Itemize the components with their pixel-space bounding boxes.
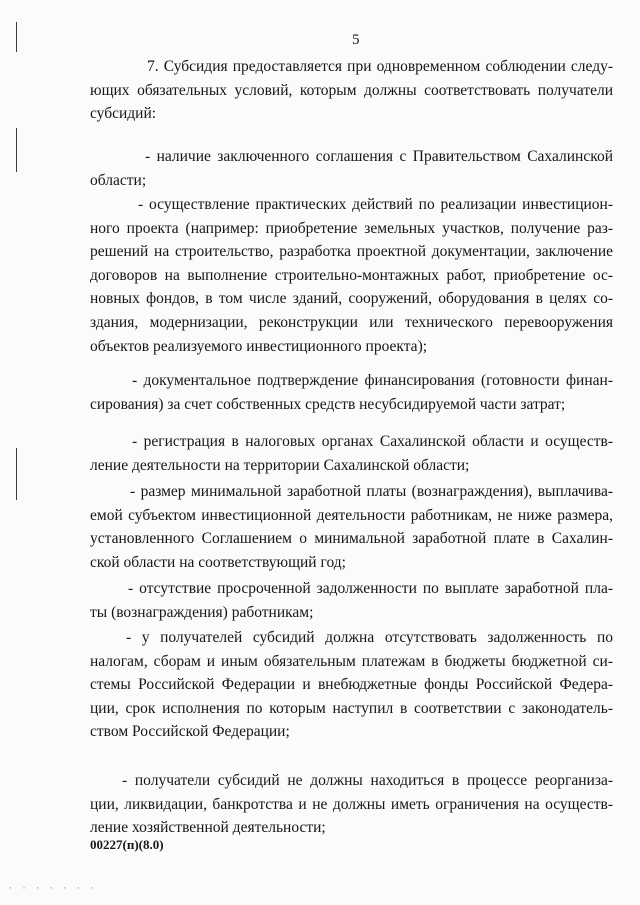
text-line: здания, модернизации, реконструкции или технического перевооружения: [90, 313, 613, 331]
text-line: - у получателей субсидий должна отсутствовать задолженность по: [126, 629, 613, 646]
paragraph-no-wage-arrears: [90, 577, 613, 624]
text-line: налогам, сборам и иным обязательным платежам в бюджеты бюджетной си-: [90, 652, 613, 670]
text-line: ции, ликвидации, банкротства и не должны иметь ограничения на осуществ-: [90, 795, 613, 813]
paragraph-practical-actions: [90, 193, 613, 358]
paragraph-agreement: [90, 145, 613, 192]
text-line: - осуществление практических действий по реализации инвестицион-: [138, 196, 613, 213]
document-code: 00227(п)(8.0): [90, 837, 164, 852]
scan-edge-mark: [16, 128, 17, 172]
paragraph-no-tax-debt: [90, 626, 613, 744]
paragraph-financing-confirmation: [90, 369, 613, 416]
text-line: ством Российской Федерации;: [90, 723, 290, 741]
text-line: ской области на соответствующий год;: [90, 553, 346, 571]
text-line: - отсутствие просроченной задолженности по выплате заработной пла-: [128, 580, 613, 597]
text-line: решений на строительство, разработка проектной документации, заключение: [90, 243, 613, 261]
text-line: установленного Соглашением о минимальной заработной плате в Сахалин-: [90, 530, 613, 548]
text-line: - регистрация в налоговых органах Сахалинской области и осуществ-: [132, 433, 613, 450]
text-line: ление деятельности на территории Сахалинской области;: [90, 456, 470, 474]
paragraph-no-reorganization: [90, 769, 613, 840]
text-line: стемы Российской Федерации и внебюджетные фонды Российской Федера-: [90, 676, 613, 694]
page-number: 5: [352, 32, 360, 48]
text-line: ного проекта (например: приобретение земельных участков, получение раз-: [90, 219, 613, 237]
text-line: - размер минимальной заработной платы (вознаграждения), выплачива-: [130, 483, 613, 500]
text-line: договоров на выполнение строительно-монтажных работ, приобретение ос-: [90, 266, 613, 284]
text-line: ты (вознаграждения) работникам;: [90, 603, 314, 621]
text-line: ющих обязательных условий, которым должны соответствовать получатели: [90, 81, 613, 99]
text-line: области;: [90, 171, 147, 189]
text-line: - наличие заключенного соглашения с Правительством Сахалинской: [145, 148, 613, 165]
text-line: субсидий:: [90, 105, 157, 123]
text-line: ление хозяйственной деятельности;: [90, 819, 326, 837]
text-line: ции, срок исполнения по которым наступил в соответствии с законодатель-: [90, 699, 613, 717]
paragraph-condition-intro: [90, 55, 613, 126]
text-line: емой субъектом инвестиционной деятельности работникам, не ниже размера,: [90, 506, 613, 524]
text-line: новных фондов, в том числе зданий, сооружений, оборудования в целях со-: [90, 290, 613, 308]
text-line: - документальное подтверждение финансирования (готовности финан-: [132, 372, 613, 389]
paragraph-tax-registration: [90, 430, 613, 477]
text-line: 7. Субсидия предоставляется при одновременном соблюдении следу-: [147, 58, 613, 75]
text-line: сирования) за счет собственных средств несубсидируемой части затрат;: [90, 395, 566, 413]
scan-edge-mark: [16, 448, 17, 500]
paragraph-minimum-wage: [90, 480, 613, 574]
scan-artifact: · · · · · · ·: [8, 884, 97, 893]
text-line: - получатели субсидий не должны находиться в процессе реорганиза-: [122, 772, 613, 789]
text-line: объектов реализуемого инвестиционного проекта);: [90, 337, 428, 355]
scan-edge-mark: [16, 22, 17, 52]
